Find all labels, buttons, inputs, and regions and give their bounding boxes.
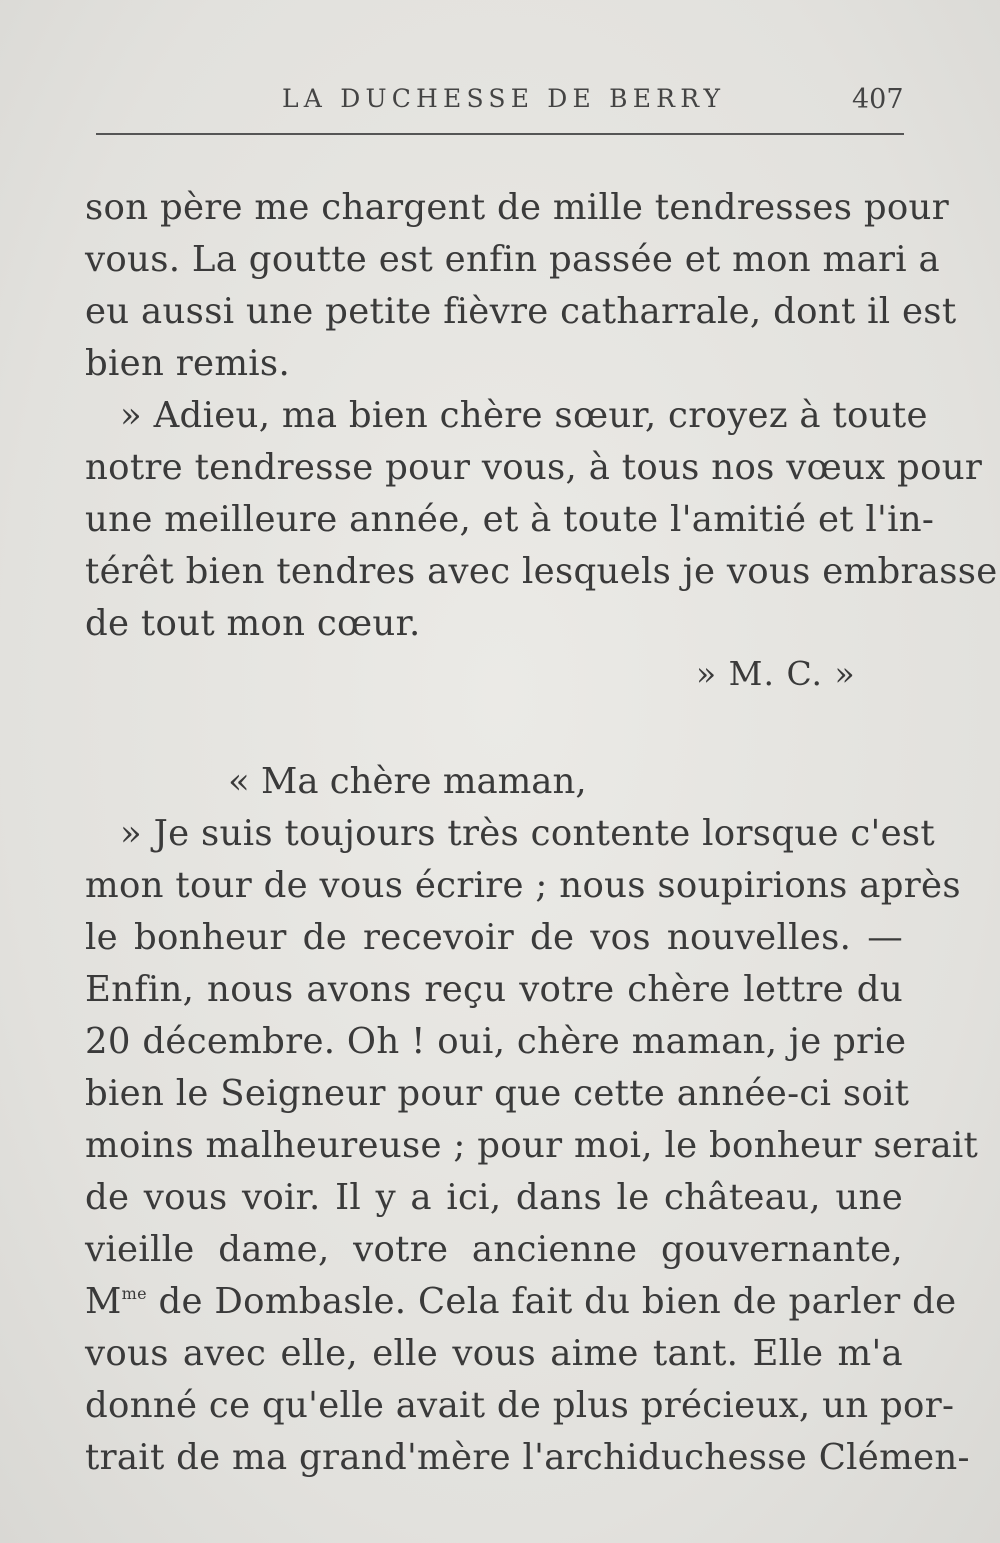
text-line: vous. La goutte est enfin passée et mon mari a (85, 239, 940, 280)
text-line: » Adieu, ma bien chère sœur, croyez à toute (120, 395, 928, 436)
signature: » M. C. » (696, 654, 856, 693)
page-number: 407 (852, 84, 904, 115)
salutation: « Ma chère maman, (228, 761, 587, 802)
text-line: bien remis. (85, 343, 291, 384)
text-line: trait de ma grand'mère l'archiduchesse Clémen- (85, 1437, 970, 1478)
text-line: le bonheur de recevoir de vos nouvelles. — (85, 917, 903, 958)
mme-superscript: me (121, 1284, 147, 1303)
text-line: mon tour de vous écrire ; nous soupirions après (85, 865, 961, 906)
text-line-mme (85, 1276, 957, 1328)
text-line: » Je suis toujours très contente lorsque c'est (120, 813, 935, 854)
text-line: de vous voir. Il y a ici, dans le château, une (85, 1177, 903, 1218)
text-line: eu aussi une petite fièvre catharrale, dont il est (85, 291, 957, 332)
text-line: moins malheureuse ; pour moi, le bonheur serait (85, 1125, 979, 1166)
text-line: son père me chargent de mille tendresses pour (85, 187, 949, 228)
text-line: une meilleure année, et à toute l'amitié et l'in- (85, 499, 935, 540)
text-line: bien le Seigneur pour que cette année-ci soit (85, 1073, 910, 1114)
running-title: LA DUCHESSE DE BERRY (282, 84, 726, 113)
text-line: vieille dame, votre ancienne gouvernante, (85, 1229, 903, 1270)
text-line: Enfin, nous avons reçu votre chère lettre du (85, 969, 903, 1010)
text-line: de tout mon cœur. (85, 603, 421, 644)
text-line: térêt bien tendres avec lesquels je vous embrasse (85, 551, 998, 592)
text-line: donné ce qu'elle avait de plus précieux, un por- (85, 1385, 955, 1426)
mme-line-rest: de Dombasle. Cela fait du bien de parler de (146, 1281, 957, 1322)
text-line: 20 décembre. Oh ! oui, chère maman, je prie (85, 1021, 907, 1062)
running-head (0, 84, 1000, 124)
text-line: vous avec elle, elle vous aime tant. Elle m'a (85, 1333, 903, 1374)
header-rule (96, 133, 904, 135)
mme-abbrev: M (85, 1281, 122, 1322)
text-line: notre tendresse pour vous, à tous nos vœux pour (85, 447, 983, 488)
